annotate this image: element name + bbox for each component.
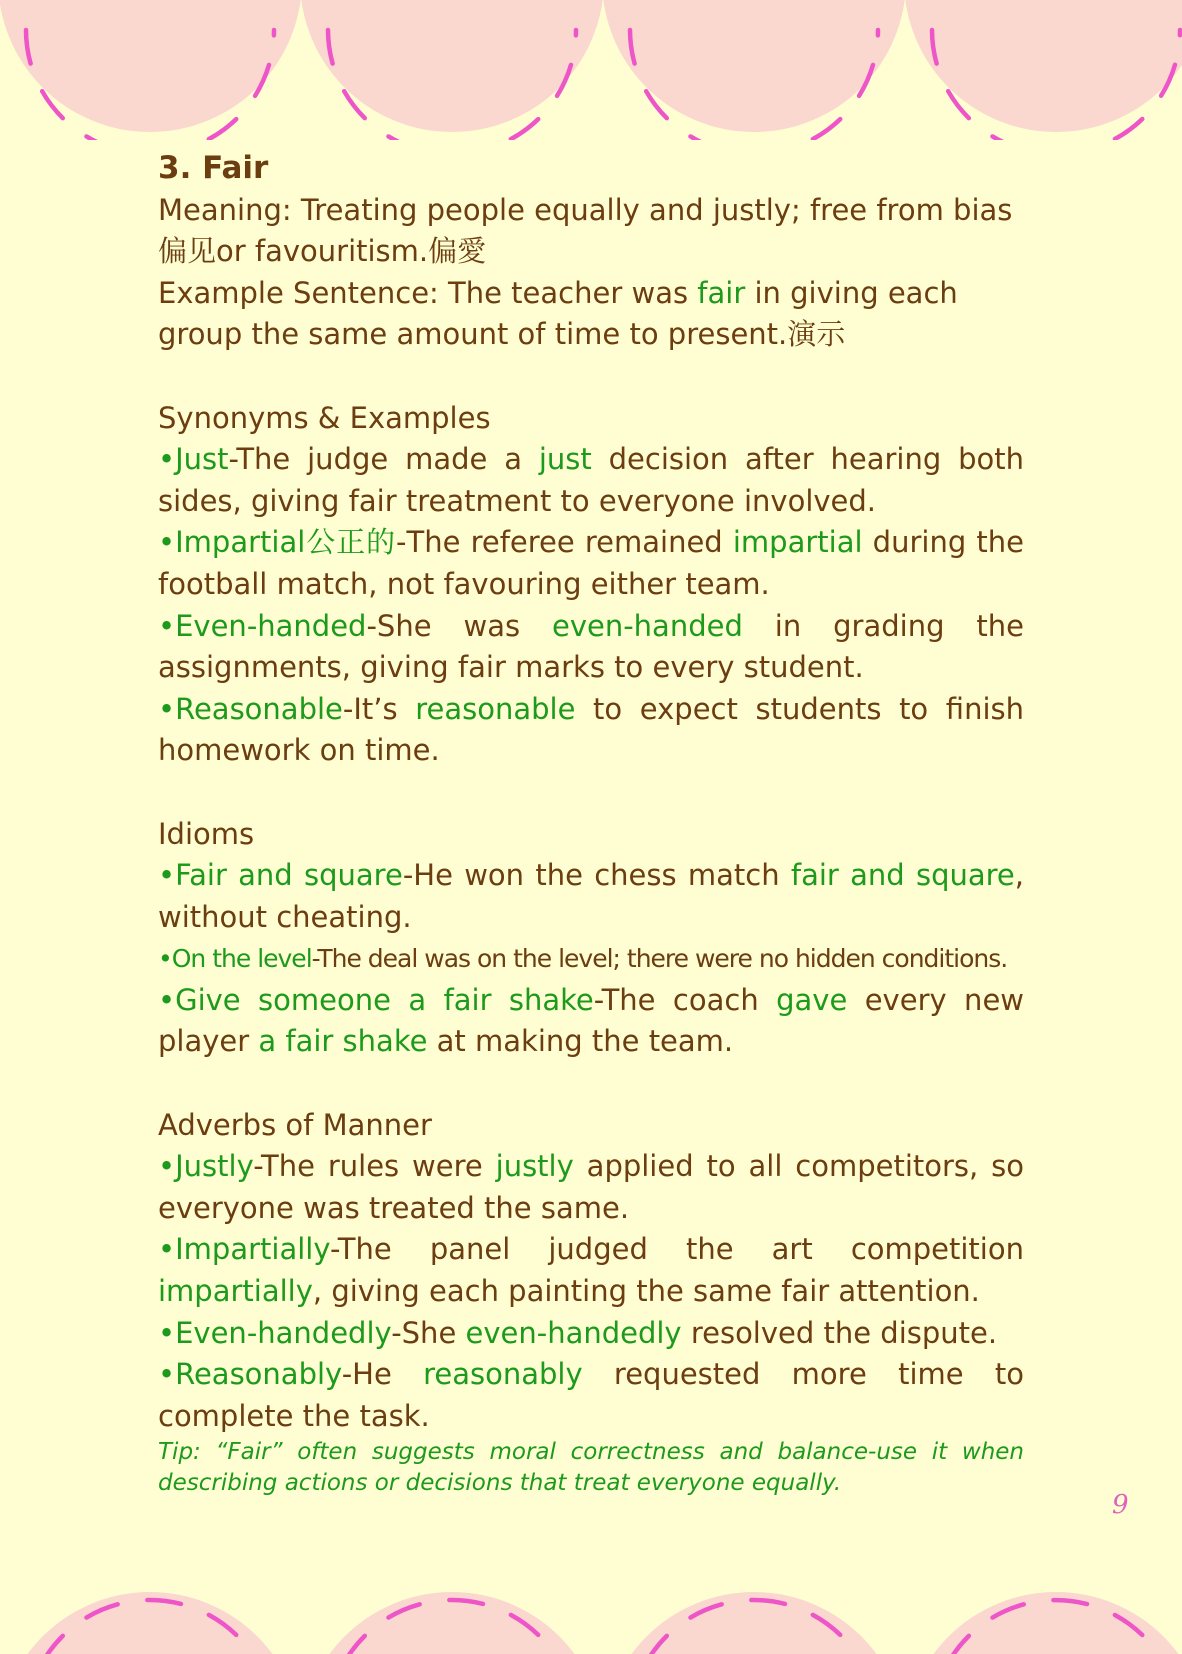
top-scallop-decoration bbox=[0, 0, 1182, 140]
idiom-item: •Give someone a fair shake-The coach gave every new player a fair shake at making the team. bbox=[158, 982, 1024, 1059]
adverb-item: •Impartially-The panel judged the art competition impartially, giving each painting the same fair attention. bbox=[158, 1232, 1024, 1309]
usage-tip: Tip: “Fair” often suggests moral correctness and balance-use it when describing actions or decisions that treat everyone equally. bbox=[158, 1439, 1024, 1497]
idiom-item: •On the level-The deal was on the level; there were no hidden conditions. bbox=[158, 944, 1008, 974]
synonym-item: •Reasonable-It’s reasonable to expect students to finish homework on time. bbox=[158, 691, 1024, 768]
adverb-item: •Justly-The rules were justly applied to all competitors, so everyone was treated the same. bbox=[158, 1149, 1024, 1225]
bottom-scallop-decoration bbox=[0, 1564, 1182, 1654]
idiom-item: •Fair and square-He won the chess match fair and square, without cheating. bbox=[158, 858, 1024, 934]
example-sentence: Example Sentence: The teacher was fair in giving each group the same amount of time to present.演示 bbox=[158, 275, 958, 352]
synonym-item: •Even-handed-She was even-handed in grading the assignments, giving fair marks to every student. bbox=[158, 608, 1024, 685]
synonyms-heading: Synonyms & Examples bbox=[158, 400, 491, 435]
vocabulary-entry bbox=[158, 148, 1024, 1499]
adverbs-heading: Adverbs of Manner bbox=[158, 1107, 432, 1142]
page-number: 9 bbox=[1112, 1490, 1129, 1520]
adverb-item: •Even-handedly-She even-handedly resolved the dispute. bbox=[158, 1315, 998, 1350]
synonym-item: •Impartial公正的-The referee remained impartial during the football match, not favouring either team. bbox=[158, 525, 1024, 601]
entry-heading: 3. Fair bbox=[158, 150, 269, 186]
highlight-word: fair bbox=[697, 275, 746, 310]
adverb-item: •Reasonably-He reasonably requested more time to complete the task. bbox=[158, 1357, 1024, 1433]
idioms-heading: Idioms bbox=[158, 816, 255, 851]
meaning-line: Meaning: Treating people equally and justly; free from bias偏见or favouritism.偏愛 bbox=[158, 192, 1013, 269]
synonym-item: •Just-The judge made a just decision after hearing both sides, giving fair treatment to everyone involved. bbox=[158, 442, 1025, 518]
